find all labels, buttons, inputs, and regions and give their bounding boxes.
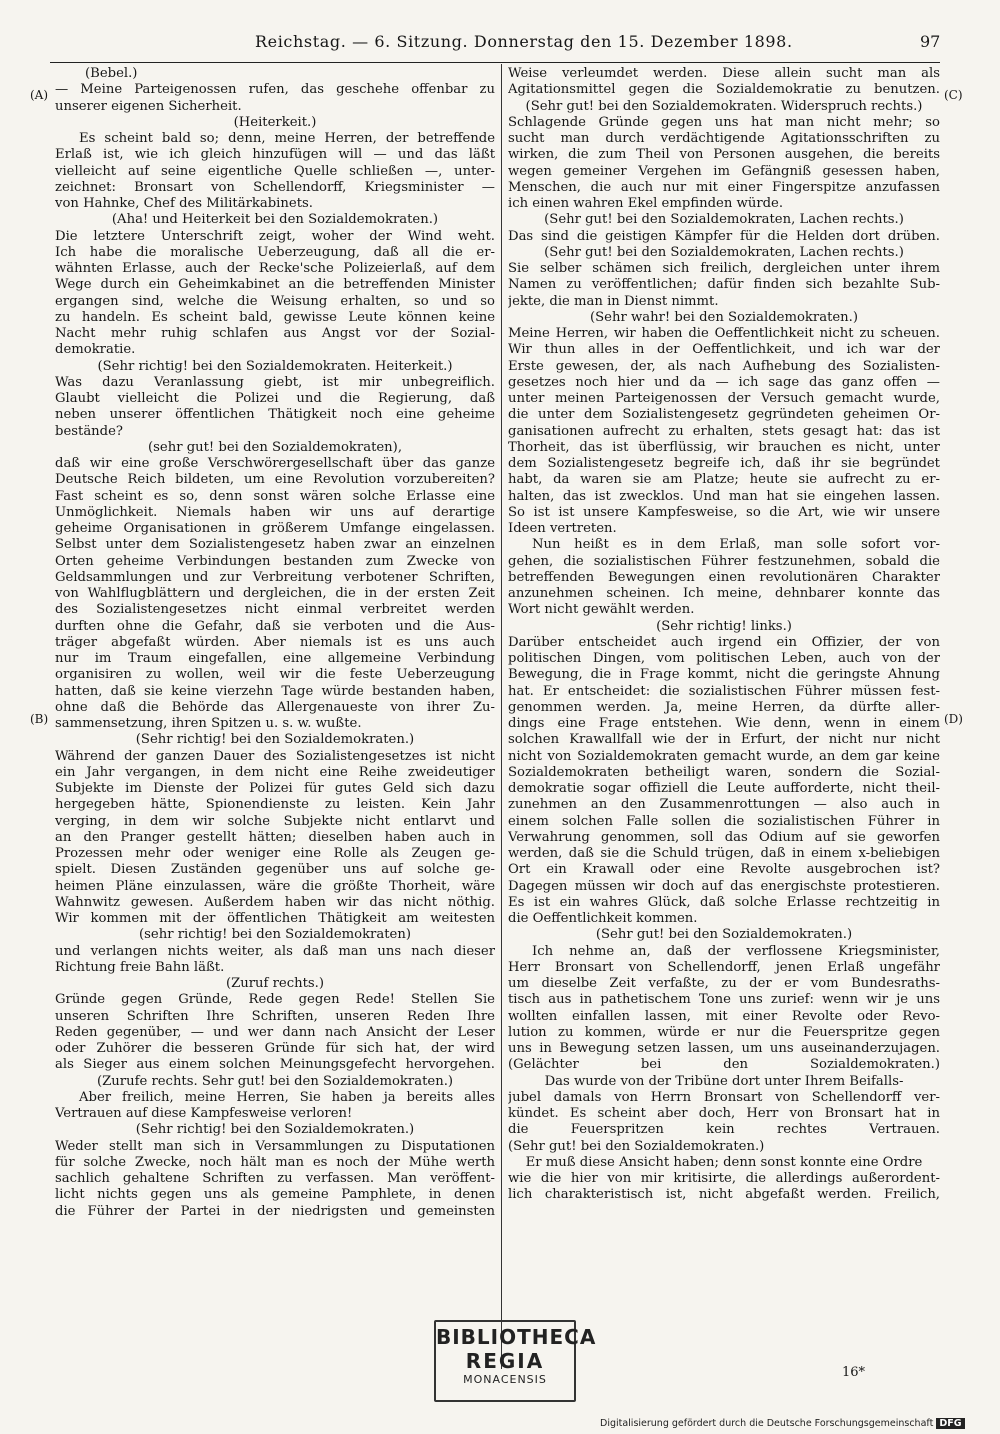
text-line: organisiren zu wollen, weil wir die feste Ueberzeugung [55,667,495,683]
text-line: (Sehr gut! bei den Sozialdemokraten, Lachen rechts.) [544,212,904,228]
text-line: (Bebel.) [85,66,138,81]
text-line: Fast scheint es so, denn sonst wären solche Erlasse eine [55,488,495,504]
text-line: halten, das ist zwecklos. Und man hat sie eingehen lassen. [508,488,940,504]
text-line: Die letztere Unterschrift zeigt, woher der Wind weht. [55,228,495,244]
text-line: Es scheint bald so; denn, meine Herren, der betreffende [79,131,495,146]
dfg-logo: DFG [936,1418,964,1429]
text-line: Herr Bronsart von Schellendorff, jenen Erlaß ungefähr [508,959,940,975]
text-line: Schlagende Gründe gegen uns hat man nicht mehr; so [508,114,940,130]
text-line: für solche Zwecke, noch hält man es noch der Mühe werth [55,1154,495,1170]
text-line: gehen, die sozialistischen Führer festzunehmen, sobald die [508,553,940,569]
text-line: (Zuruf rechts.) [225,976,325,991]
text-line: lution zu kommen, würde er nur die Feuerspritze gegen [508,1024,940,1040]
text-line: nur im Traum eingefallen, eine allgemeine Verbindung [55,651,495,666]
text-line: Vertrauen auf diese Kampfesweise verloren! [55,1106,353,1121]
text-line: die Feuerspritzen kein rechtes Vertrauen. [508,1122,940,1138]
text-line: (Sehr richtig! bei den Sozialdemokraten.) [135,732,415,748]
text-line: So ist ist unsere Kampfesweise, so die Art, wie wir unsere [508,504,940,520]
text-line: Glaubt vielleicht die Polizei und die Regierung, daß [55,391,495,406]
text-line: Agitationsmittel gegen die Sozialdemokratie zu benutzen. [508,82,940,98]
stamp-line-3: MONACENSIS [463,1373,547,1386]
text-line: Richtung freie Bahn läßt. [55,959,225,975]
text-line: Menschen, die auch nur mit einer Fingerspitze anzufassen [508,179,940,195]
left-column [55,66,495,1220]
text-line: von Wahlflugblättern und dergleichen, die in der ersten Zeit [55,586,495,601]
text-line: jubel damals von Herrn Bronsart von Schellendorff ver- [508,1089,940,1105]
text-line: zunehmen an den Zusammenrottungen — also auch in [508,797,940,813]
text-line: ich einen wahren Ekel empfinden würde. [508,196,784,211]
library-stamp [434,1320,597,1402]
stamp-line-2: REGIA [465,1349,545,1373]
text-line: werden, daß sie die Schuld trügen, daß in einem x-beliebigen [508,846,940,861]
text-line: verging, in dem wir solche Subjekte nicht entlarvt und [55,813,495,829]
text-line: dem Sozialistengesetz begreife ich, daß ihr sie begründet [508,456,940,471]
text-line: oder Zuhörer die besseren Gründe für sich hat, der wird [55,1041,495,1056]
margin-mark-b: (B) [30,712,49,726]
text-line: (Sehr richtig! bei den Sozialdemokraten.) [135,1122,415,1138]
text-line: des Sozialistengesetzes nicht einmal verbreitet werden [55,602,495,618]
text-line: wähnten Erlasse, auch der Recke'sche Polizeierlaß, auf dem [55,261,495,276]
text-line: als Sieger aus einem solchen Meinungsgefecht hervorgehen. [55,1057,495,1073]
text-line: Verwahrung genommen, soll das Odium auf sie geworfen [508,829,940,845]
text-line: demokratie sogar offiziell die Leute aufforderte, nicht theil- [508,781,940,796]
text-line: hatten, daß sie keine vierzehn Tage würde bestanden haben, [55,683,495,699]
text-line: Dagegen müssen wir doch auf das energischste protestieren. [508,878,940,894]
text-line: betreffenden Bewegungen einen revolutionären Charakter [508,569,940,585]
text-line: Ich nehme an, daß der verflossene Kriegsminister, [532,943,940,959]
text-line: Sie selber schämen sich freilich, dergleichen unter ihrem [508,261,940,276]
text-line: Ort ein Krawall oder eine Revolte ausgebrochen ist? [508,862,940,878]
running-title: Reichstag. — 6. Sitzung. Donnerstag den 15. Dezember 1898. [255,32,793,51]
text-line: solchen Krawallfall wie der in Erfurt, der nicht nur nicht [508,732,940,748]
text-line: Geldsammlungen und zur Verbreitung verbotener Schriften, [55,569,495,585]
text-line: (sehr gut! bei den Sozialdemokraten), [147,439,403,455]
text-line: die unter dem Sozialistengesetz gegründeten geheimen Or- [508,407,940,423]
text-line: neben unserer öffentlichen Thätigkeit noch eine geheime [55,407,495,423]
text-line: Es ist ein wahres Glück, daß solche Erlasse rechtzeitig in [508,894,940,910]
text-line: Selbst unter dem Sozialistengesetz haben zwar an einzelnen [55,537,495,553]
text-line: nicht von Sozialdemokraten gemacht wurde, an dem gar keine [508,748,940,764]
text-line: ein Jahr vergangen, in dem nicht eine Reihe zweideutiger [55,764,495,780]
text-line: (Heiterkeit.) [233,114,317,130]
text-line: um dieselbe Zeit verfaßte, zu der er vom Bundesraths- [508,976,940,991]
text-line: (Zurufe rechts. Sehr gut! bei den Sozialdemokraten.) [96,1073,454,1089]
text-line: demokratie. [55,342,136,358]
text-line: Er muß diese Ansicht haben; denn sonst konnte eine Ordre [525,1154,923,1170]
text-line: (Sehr gut! bei den Sozialdemokraten, Lachen rechts.) [544,244,904,260]
text-line: Unmöglichkeit. Niemals haben wir uns auf derartige [55,504,495,520]
text-line: Während der ganzen Dauer des Sozialistengesetzes ist nicht [55,748,495,764]
text-line: (Gelächter bei den Sozialdemokraten.) [508,1057,940,1073]
text-line: Ideen vertreten. [508,521,617,536]
text-line: Wege durch ein Geheimkabinet an die betreffenden Minister [55,277,495,293]
text-line: Subjekte im Dienste der Polizei für gutes Geld sich dazu [55,781,495,796]
right-column [508,66,940,1204]
margin-mark-d: (D) [944,712,963,726]
text-line: Erste gewesen, der, als nach Aufhebung des Sozialisten- [508,358,940,374]
text-line: Sozialdemokraten betheiligt waren, sondern die Sozial- [508,764,940,780]
text-line: wegen gemeiner Vergehen im Gefängniß gesessen haben, [508,163,940,179]
text-line: Reden gegenüber, — und wer dann nach Ansicht der Leser [55,1024,495,1040]
text-line: Wahnwitz gewesen. Außerdem haben wir das nicht nöthig. [55,894,495,910]
footer-text: Digitalisierung gefördert durch die Deutsche Forschungsgemeinschaft [600,1418,934,1429]
page-header [0,28,1000,58]
text-line: jekte, die man in Dienst nimmt. [508,293,719,309]
text-line: dings eine Frage entstehen. Wie denn, wenn in einem [508,716,940,731]
text-line: Aber freilich, meine Herren, Sie haben ja bereits alles [79,1089,495,1105]
text-line: gesetzes noch hier und da — ich sage das ganz offen — [508,374,940,390]
header-rule [50,62,940,63]
text-line: — Meine Parteigenossen rufen, das geschehe offenbar zu [55,82,495,98]
text-line: Meine Herren, wir haben die Oeffentlichkeit nicht zu scheuen. [508,326,940,341]
text-line: zeichnet: Bronsart von Schellendorff, Kriegsminister — [55,179,495,195]
text-line: geheime Organisationen in größerem Umfange eingelassen. [55,521,495,536]
text-line: (Sehr gut! bei den Sozialdemokraten.) [508,1138,765,1154]
text-line: Orten geheime Verbindungen bestanden zum Zwecke von [55,553,495,569]
text-line: (sehr richtig! bei den Sozialdemokraten) [139,927,411,943]
text-line: Deutsche Reich bildeten, um eine Revolution vorzubereiten? [55,472,495,488]
text-line: sammensetzung, ihren Spitzen u. s. w. wußte. [55,716,362,731]
text-line: habt, da waren sie am Platze; heute sie aufrecht zu er- [508,472,940,488]
text-line: kündet. Es scheint aber doch, Herr von Bronsart hat in [508,1106,940,1121]
text-line: genommen werden. Ja, meine Herren, da dürfte aller- [508,699,940,715]
text-line: Nacht mehr ruhig schlafen aus Angst vor der Sozial- [55,326,495,341]
text-line: (Sehr gut! bei den Sozialdemokraten.) [595,927,853,943]
text-line: unseren Schriften Ihre Schriften, unseren Reden Ihre [55,1008,495,1024]
stamp-line-1: BIBLIOTHECA [436,1325,597,1349]
text-line: Namen zu veröffentlichen; dafür finden sich bezahlte Sub- [508,277,940,293]
page-number: 97 [920,32,941,51]
text-line: zu handeln. Es scheint bald, gewisse Leute können keine [55,309,495,325]
text-line: träger abgefaßt würden. Aber niemals ist es uns auch [55,634,495,650]
text-line: wirken, die zum Theil von Personen ausgehen, die bereits [508,147,940,163]
text-line: politischen Dingen, vom politischen Leben, auch von der [508,651,940,666]
text-line: ganisationen aufrecht zu erhalten, stets gesagt hat: das ist [508,423,940,439]
text-line: Nun heißt es in dem Erlaß, man solle sofort vor- [532,537,940,553]
text-line: wollten einfallen lassen, mit einer Revolte oder Revo- [508,1008,940,1024]
text-line: daß wir eine große Verschwörergesellschaft über das ganze [55,456,495,471]
text-line: die Oeffentlichkeit kommen. [508,911,698,926]
text-line: ergangen sind, welche die Weisung erhalten, so und so [55,293,495,309]
text-line: hat. Er entscheidet: die sozialistischen Führer müssen fest- [508,683,940,699]
text-line: sucht man durch verdächtigende Agitationsschriften zu [508,131,940,146]
text-line: vielleicht auf seine eigentliche Quelle schließen —, unter- [55,163,495,179]
text-line: hergegeben hätte, Spionendienste zu leisten. Kein Jahr [55,797,495,813]
text-line: Prozessen mehr oder weniger eine Rolle als Zeugen ge- [55,846,495,861]
margin-mark-a: (A) [30,88,49,102]
text-line: heimen Pläne einzulassen, wäre die größte Thorheit, wäre [55,878,495,894]
text-line: Was dazu Veranlassung giebt, ist mir unbegreiflich. [55,374,495,390]
text-line: von Hahnke, Chef des Militärkabinets. [55,196,313,211]
text-line: Weise verleumdet werden. Diese allein sucht man als [508,66,940,81]
text-line: unserer eigenen Sicherheit. [55,98,242,114]
footer-credit [600,1418,996,1429]
text-line: an den Pranger gestellt hätten; dieselben haben auch in [55,829,495,845]
text-line: einem solchen Falle sollen die sozialistischen Führer in [508,813,940,829]
text-line: spielt. Diesen Zuständen gegenüber uns auf solche ge- [55,862,495,878]
text-line: Wir kommen mit der öffentlichen Thätigkeit am weitesten [55,911,495,926]
text-line: bestände? [55,423,123,439]
column-divider [501,64,502,1369]
text-line: wie die hier von mir kritisirte, die allerdings außerordent- [508,1171,940,1186]
text-line: und verlangen nichts weiter, als daß man uns nach dieser [55,943,495,959]
text-line: anzunehmen scheinen. Ich meine, dehnbarer konnte das [508,586,940,601]
text-line: tisch aus in pathetischem Tone uns zurief: wenn wir je uns [508,992,940,1008]
text-line: Weder stellt man sich in Versammlungen zu Disputationen [55,1138,495,1154]
text-line: durften ohne die Gefahr, daß sie verboten und die Aus- [55,618,495,634]
text-line: (Aha! und Heiterkeit bei den Sozialdemokraten.) [111,212,439,228]
text-line: (Sehr richtig! links.) [656,618,792,634]
text-line: Gründe gegen Gründe, Rede gegen Rede! Stellen Sie [55,992,495,1008]
text-line: unter meinen Parteigenossen der Versuch gemacht wurde, [508,391,940,406]
text-line: Das wurde von der Tribüne dort unter Ihrem Beifalls- [544,1073,904,1089]
text-line: lich charakteristisch ist, nicht abgefaßt werden. Freilich, [508,1187,940,1203]
text-line: Thorheit, das ist überflüssig, wir brauchen es nicht, unter [508,439,940,455]
text-line: (Sehr wahr! bei den Sozialdemokraten.) [590,309,858,325]
text-line: Darüber entscheidet auch irgend ein Offizier, der von [508,634,940,650]
text-line: ohne daß die Behörde das Allergenaueste von ihrer Zu- [55,699,495,715]
text-line: uns in Bewegung setzen lassen, um uns auseinanderzujagen. [508,1041,940,1056]
text-line: Erlaß ist, wie ich gleich hinzufügen will — und das läßt [55,147,495,163]
text-line: Wir thun alles in der Oeffentlichkeit, und ich war der [508,342,940,358]
signature-mark: 16* [842,1365,866,1380]
text-line: Das sind die geistigen Kämpfer für die Helden dort drüben. [508,228,940,244]
text-line: Bewegung, die in Frage kommt, nicht die geringste Ahnung [508,667,940,683]
text-line: (Sehr gut! bei den Sozialdemokraten. Widerspruch rechts.) [525,98,923,114]
text-line: Wort nicht gewählt werden. [508,602,695,618]
text-line: (Sehr richtig! bei den Sozialdemokraten. Heiterkeit.) [97,358,453,374]
text-line: Ich habe die moralische Ueberzeugung, daß all die er- [55,244,495,260]
margin-mark-c: (C) [944,88,963,102]
text-line: die Führer der Partei in der niedrigsten und gemeinsten [55,1203,495,1219]
text-line: sachlich gehaltene Schriften zu verfassen. Man veröffent- [55,1171,495,1186]
text-line: licht nichts gegen uns als gemeine Pamphlete, in denen [55,1187,495,1203]
